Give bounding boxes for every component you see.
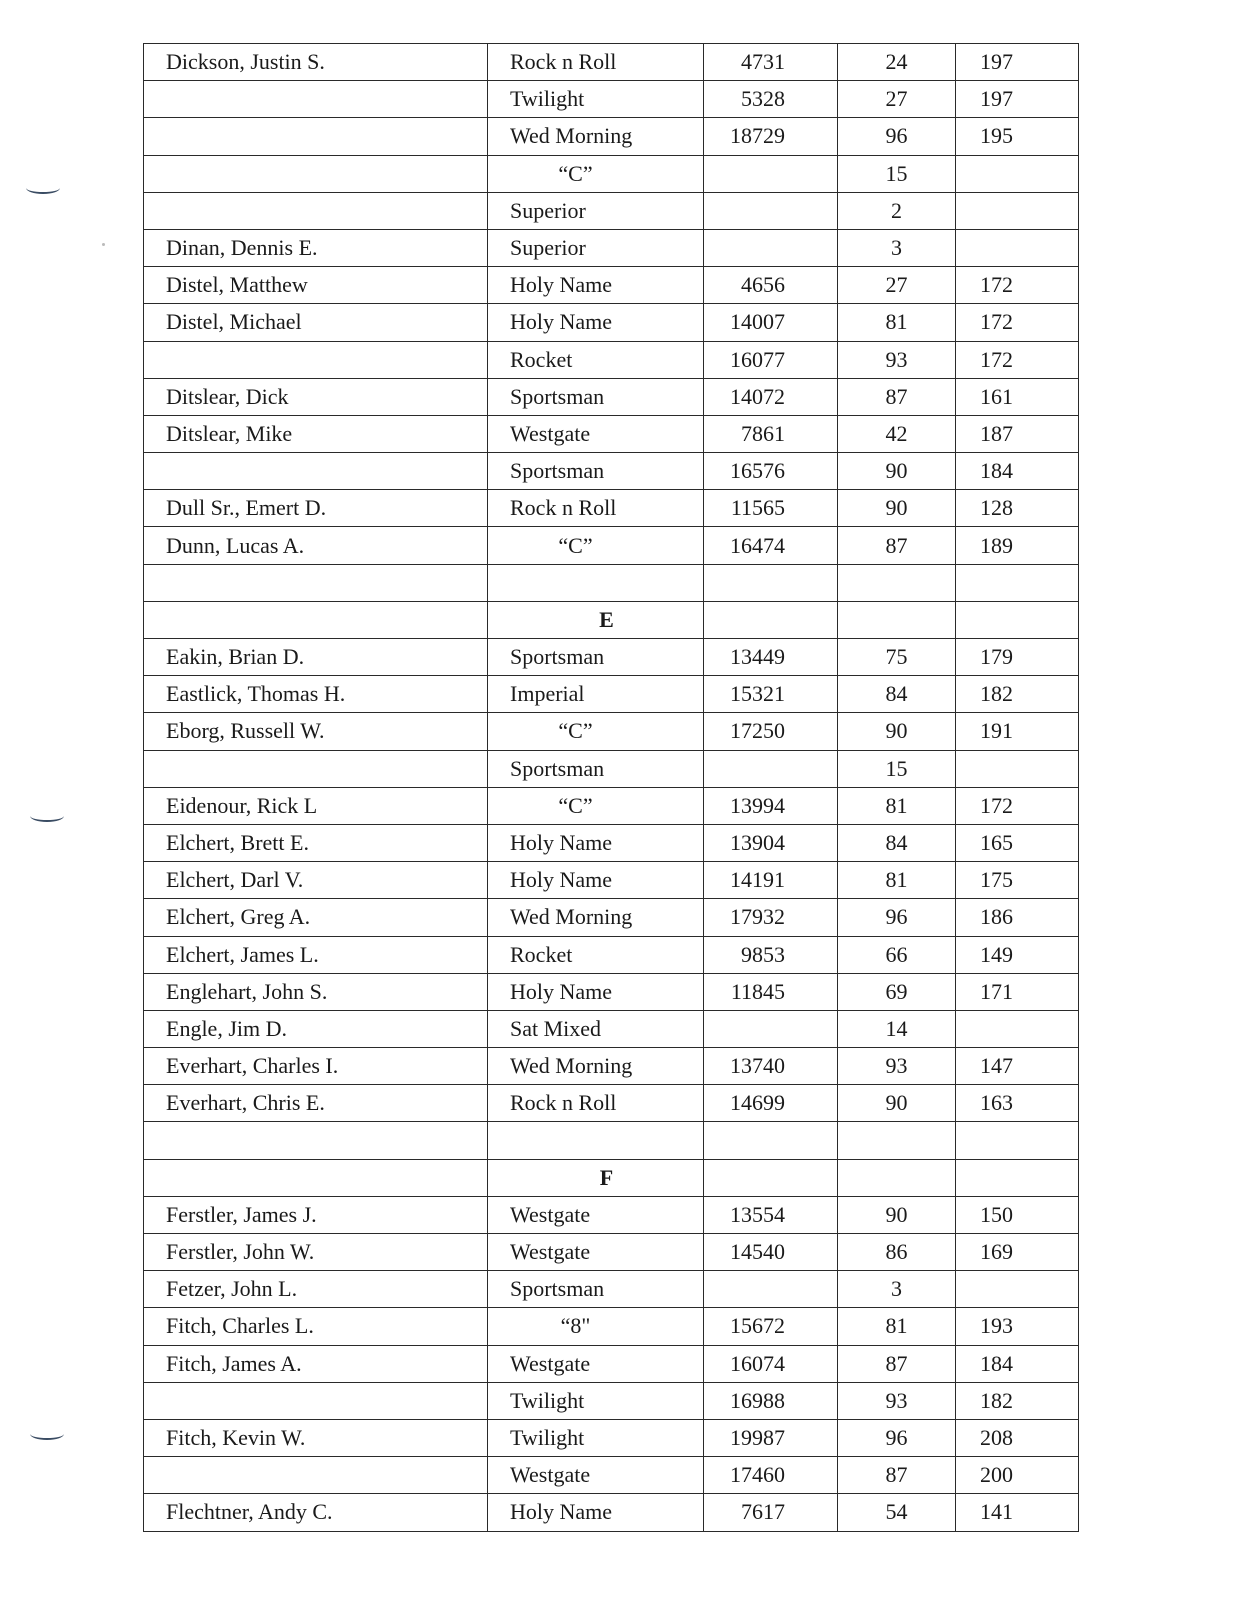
table-row — [144, 564, 1079, 601]
total-pins-cell: 13740 — [704, 1048, 838, 1085]
league-cell: Westgate — [488, 1457, 704, 1494]
games-cell: 93 — [838, 341, 956, 378]
bowler-name-cell: Elchert, James L. — [144, 936, 488, 973]
bowler-name-cell: Fitch, Kevin W. — [144, 1419, 488, 1456]
games-cell: 15 — [838, 750, 956, 787]
punch-hole-mark — [30, 1428, 64, 1440]
average-cell: 193 — [956, 1308, 1079, 1345]
table-row — [144, 1494, 1079, 1531]
league-cell: Holy Name — [488, 267, 704, 304]
table-row — [144, 1457, 1079, 1494]
bowler-name-cell — [144, 192, 488, 229]
average-cell: 184 — [956, 453, 1079, 490]
league-cell: Rock n Roll — [488, 490, 704, 527]
table-row — [144, 713, 1079, 750]
bowler-name-cell: Ditslear, Mike — [144, 415, 488, 452]
league-cell: “C” — [488, 527, 704, 564]
table-row — [144, 750, 1079, 787]
average-cell: 163 — [956, 1085, 1079, 1122]
bowler-name-cell — [144, 81, 488, 118]
total-pins-cell — [704, 192, 838, 229]
average-cell — [956, 229, 1079, 266]
bowler-name-cell: Elchert, Darl V. — [144, 862, 488, 899]
bowler-name-cell: Fitch, Charles L. — [144, 1308, 488, 1345]
average-cell — [956, 601, 1079, 638]
average-cell: 200 — [956, 1457, 1079, 1494]
total-pins-cell: 15672 — [704, 1308, 838, 1345]
table-row — [144, 415, 1079, 452]
table-row — [144, 862, 1079, 899]
total-pins-cell: 13554 — [704, 1196, 838, 1233]
average-cell: 191 — [956, 713, 1079, 750]
average-cell: 169 — [956, 1234, 1079, 1271]
average-cell — [956, 750, 1079, 787]
average-cell: 172 — [956, 787, 1079, 824]
games-cell — [838, 601, 956, 638]
bowler-name-cell: Eakin, Brian D. — [144, 639, 488, 676]
games-cell: 84 — [838, 676, 956, 713]
league-cell — [488, 564, 704, 601]
games-cell: 90 — [838, 713, 956, 750]
average-cell: 141 — [956, 1494, 1079, 1531]
bowler-name-cell: Dinan, Dennis E. — [144, 229, 488, 266]
games-cell: 81 — [838, 304, 956, 341]
league-cell: Sportsman — [488, 750, 704, 787]
league-cell: “C” — [488, 155, 704, 192]
total-pins-cell: 19987 — [704, 1419, 838, 1456]
total-pins-cell: 4656 — [704, 267, 838, 304]
bowler-name-cell: Dull Sr., Emert D. — [144, 490, 488, 527]
bowler-name-cell: Engle, Jim D. — [144, 1010, 488, 1047]
section-letter: E — [488, 601, 704, 638]
total-pins-cell — [704, 1122, 838, 1159]
games-cell: 3 — [838, 229, 956, 266]
total-pins-cell — [704, 229, 838, 266]
bowler-name-cell: Englehart, John S. — [144, 973, 488, 1010]
bowler-name-cell: Ferstler, John W. — [144, 1234, 488, 1271]
total-pins-cell: 17250 — [704, 713, 838, 750]
table-row — [144, 973, 1079, 1010]
table-row — [144, 341, 1079, 378]
table-row — [144, 267, 1079, 304]
games-cell: 90 — [838, 490, 956, 527]
average-cell: 195 — [956, 118, 1079, 155]
total-pins-cell: 16077 — [704, 341, 838, 378]
total-pins-cell: 17460 — [704, 1457, 838, 1494]
league-cell: Wed Morning — [488, 118, 704, 155]
league-cell: Holy Name — [488, 304, 704, 341]
average-cell: 150 — [956, 1196, 1079, 1233]
bowler-name-cell — [144, 118, 488, 155]
punch-hole-mark — [26, 182, 60, 194]
average-cell: 182 — [956, 1382, 1079, 1419]
games-cell: 87 — [838, 527, 956, 564]
total-pins-cell: 11565 — [704, 490, 838, 527]
table-row — [144, 1345, 1079, 1382]
average-cell: 184 — [956, 1345, 1079, 1382]
table-row — [144, 824, 1079, 861]
total-pins-cell: 13449 — [704, 639, 838, 676]
league-cell: Sat Mixed — [488, 1010, 704, 1047]
games-cell: 90 — [838, 1085, 956, 1122]
total-pins-cell — [704, 155, 838, 192]
bowler-name-cell: Fetzer, John L. — [144, 1271, 488, 1308]
table-row — [144, 1382, 1079, 1419]
average-cell — [956, 155, 1079, 192]
league-cell: “C” — [488, 787, 704, 824]
bowler-name-cell: Everhart, Charles I. — [144, 1048, 488, 1085]
games-cell — [838, 564, 956, 601]
league-cell: Sportsman — [488, 453, 704, 490]
average-cell — [956, 1271, 1079, 1308]
games-cell: 27 — [838, 81, 956, 118]
total-pins-cell — [704, 750, 838, 787]
table-row — [144, 192, 1079, 229]
games-cell: 75 — [838, 639, 956, 676]
average-cell: 197 — [956, 44, 1079, 81]
league-cell: Sportsman — [488, 378, 704, 415]
bowler-name-cell: Dickson, Justin S. — [144, 44, 488, 81]
total-pins-cell: 14072 — [704, 378, 838, 415]
bowler-name-cell: Dunn, Lucas A. — [144, 527, 488, 564]
bowler-name-cell: Ferstler, James J. — [144, 1196, 488, 1233]
games-cell: 24 — [838, 44, 956, 81]
total-pins-cell — [704, 1010, 838, 1047]
league-cell: “C” — [488, 713, 704, 750]
games-cell: 42 — [838, 415, 956, 452]
name-cell — [144, 601, 488, 638]
games-cell: 81 — [838, 787, 956, 824]
league-cell: Wed Morning — [488, 899, 704, 936]
league-cell: Twilight — [488, 81, 704, 118]
league-cell: Rock n Roll — [488, 44, 704, 81]
table-row — [144, 44, 1079, 81]
bowler-name-cell — [144, 155, 488, 192]
table-row — [144, 1085, 1079, 1122]
average-cell — [956, 1122, 1079, 1159]
bowler-name-cell: Distel, Michael — [144, 304, 488, 341]
total-pins-cell: 15321 — [704, 676, 838, 713]
name-cell — [144, 1159, 488, 1196]
total-pins-cell: 16988 — [704, 1382, 838, 1419]
bowler-name-cell — [144, 453, 488, 490]
games-cell: 87 — [838, 1457, 956, 1494]
bowler-name-cell — [144, 564, 488, 601]
total-pins-cell — [704, 1271, 838, 1308]
average-cell: 179 — [956, 639, 1079, 676]
table-row — [144, 378, 1079, 415]
bowler-name-cell — [144, 341, 488, 378]
total-pins-cell: 16074 — [704, 1345, 838, 1382]
average-cell: 172 — [956, 304, 1079, 341]
table-row — [144, 1271, 1079, 1308]
table-row — [144, 81, 1079, 118]
bowler-name-cell: Elchert, Brett E. — [144, 824, 488, 861]
games-cell: 93 — [838, 1048, 956, 1085]
games-cell: 93 — [838, 1382, 956, 1419]
games-cell: 87 — [838, 378, 956, 415]
average-cell: 128 — [956, 490, 1079, 527]
pins-cell — [704, 1159, 838, 1196]
league-cell: Holy Name — [488, 1494, 704, 1531]
scan-speck — [102, 243, 105, 246]
league-cell: Westgate — [488, 415, 704, 452]
total-pins-cell: 11845 — [704, 973, 838, 1010]
table-row — [144, 1419, 1079, 1456]
average-cell: 172 — [956, 267, 1079, 304]
table-row — [144, 118, 1079, 155]
table-row — [144, 676, 1079, 713]
table-row — [144, 1010, 1079, 1047]
total-pins-cell: 14007 — [704, 304, 838, 341]
league-cell: Westgate — [488, 1196, 704, 1233]
table-row — [144, 1196, 1079, 1233]
league-cell: Holy Name — [488, 973, 704, 1010]
bowler-name-cell: Eidenour, Rick L — [144, 787, 488, 824]
games-cell: 66 — [838, 936, 956, 973]
bowler-name-cell — [144, 1457, 488, 1494]
average-cell: 172 — [956, 341, 1079, 378]
bowler-name-cell: Everhart, Chris E. — [144, 1085, 488, 1122]
league-cell: Westgate — [488, 1345, 704, 1382]
total-pins-cell: 16576 — [704, 453, 838, 490]
games-cell: 69 — [838, 973, 956, 1010]
bowler-name-cell: Flechtner, Andy C. — [144, 1494, 488, 1531]
games-cell: 81 — [838, 1308, 956, 1345]
league-cell: Holy Name — [488, 824, 704, 861]
bowler-average-table — [143, 43, 1079, 1532]
bowler-name-cell: Eastlick, Thomas H. — [144, 676, 488, 713]
pins-cell — [704, 601, 838, 638]
games-cell: 86 — [838, 1234, 956, 1271]
section-header-row — [144, 1159, 1079, 1196]
table-row — [144, 1048, 1079, 1085]
bowler-name-cell — [144, 750, 488, 787]
table-row — [144, 155, 1079, 192]
average-cell: 161 — [956, 378, 1079, 415]
games-cell: 27 — [838, 267, 956, 304]
table-row — [144, 229, 1079, 266]
games-cell: 3 — [838, 1271, 956, 1308]
total-pins-cell: 4731 — [704, 44, 838, 81]
total-pins-cell: 7617 — [704, 1494, 838, 1531]
total-pins-cell: 13994 — [704, 787, 838, 824]
average-cell: 182 — [956, 676, 1079, 713]
total-pins-cell: 14699 — [704, 1085, 838, 1122]
games-cell — [838, 1122, 956, 1159]
total-pins-cell: 14540 — [704, 1234, 838, 1271]
total-pins-cell: 17932 — [704, 899, 838, 936]
table-row — [144, 304, 1079, 341]
league-cell: Sportsman — [488, 639, 704, 676]
total-pins-cell: 18729 — [704, 118, 838, 155]
games-cell: 54 — [838, 1494, 956, 1531]
league-cell: Rocket — [488, 341, 704, 378]
average-cell: 147 — [956, 1048, 1079, 1085]
bowler-name-cell — [144, 1382, 488, 1419]
games-cell: 15 — [838, 155, 956, 192]
games-cell: 90 — [838, 453, 956, 490]
league-cell: Westgate — [488, 1234, 704, 1271]
bowler-name-cell: Fitch, James A. — [144, 1345, 488, 1382]
games-cell: 2 — [838, 192, 956, 229]
average-cell — [956, 1010, 1079, 1047]
average-cell: 208 — [956, 1419, 1079, 1456]
average-cell: 197 — [956, 81, 1079, 118]
league-cell: Rock n Roll — [488, 1085, 704, 1122]
league-cell: Holy Name — [488, 862, 704, 899]
average-cell: 189 — [956, 527, 1079, 564]
total-pins-cell: 7861 — [704, 415, 838, 452]
table-row — [144, 453, 1079, 490]
section-header-row — [144, 601, 1079, 638]
total-pins-cell: 14191 — [704, 862, 838, 899]
table-row — [144, 1234, 1079, 1271]
total-pins-cell: 13904 — [704, 824, 838, 861]
table-row — [144, 1122, 1079, 1159]
games-cell — [838, 1159, 956, 1196]
bowler-name-cell — [144, 1122, 488, 1159]
table-row — [144, 639, 1079, 676]
games-cell: 81 — [838, 862, 956, 899]
average-cell: 186 — [956, 899, 1079, 936]
average-cell — [956, 1159, 1079, 1196]
average-cell: 149 — [956, 936, 1079, 973]
games-cell: 87 — [838, 1345, 956, 1382]
average-cell — [956, 564, 1079, 601]
table-row — [144, 936, 1079, 973]
league-cell: Superior — [488, 229, 704, 266]
total-pins-cell: 9853 — [704, 936, 838, 973]
games-cell: 96 — [838, 899, 956, 936]
league-cell: Superior — [488, 192, 704, 229]
bowler-name-cell: Distel, Matthew — [144, 267, 488, 304]
league-cell: “8" — [488, 1308, 704, 1345]
average-cell: 165 — [956, 824, 1079, 861]
average-cell: 175 — [956, 862, 1079, 899]
league-cell: Twilight — [488, 1419, 704, 1456]
total-pins-cell — [704, 564, 838, 601]
total-pins-cell: 16474 — [704, 527, 838, 564]
bowler-name-cell: Elchert, Greg A. — [144, 899, 488, 936]
games-cell: 90 — [838, 1196, 956, 1233]
section-letter: F — [488, 1159, 704, 1196]
table-row — [144, 899, 1079, 936]
games-cell: 96 — [838, 1419, 956, 1456]
table-row — [144, 527, 1079, 564]
total-pins-cell: 5328 — [704, 81, 838, 118]
games-cell: 84 — [838, 824, 956, 861]
average-cell: 187 — [956, 415, 1079, 452]
table-row — [144, 1308, 1079, 1345]
table-row — [144, 490, 1079, 527]
league-cell: Imperial — [488, 676, 704, 713]
league-cell — [488, 1122, 704, 1159]
league-cell: Twilight — [488, 1382, 704, 1419]
punch-hole-mark — [30, 810, 64, 822]
average-cell — [956, 192, 1079, 229]
table-row — [144, 787, 1079, 824]
games-cell: 96 — [838, 118, 956, 155]
league-cell: Sportsman — [488, 1271, 704, 1308]
bowler-name-cell: Ditslear, Dick — [144, 378, 488, 415]
league-cell: Wed Morning — [488, 1048, 704, 1085]
average-cell: 171 — [956, 973, 1079, 1010]
bowler-name-cell: Eborg, Russell W. — [144, 713, 488, 750]
games-cell: 14 — [838, 1010, 956, 1047]
league-cell: Rocket — [488, 936, 704, 973]
